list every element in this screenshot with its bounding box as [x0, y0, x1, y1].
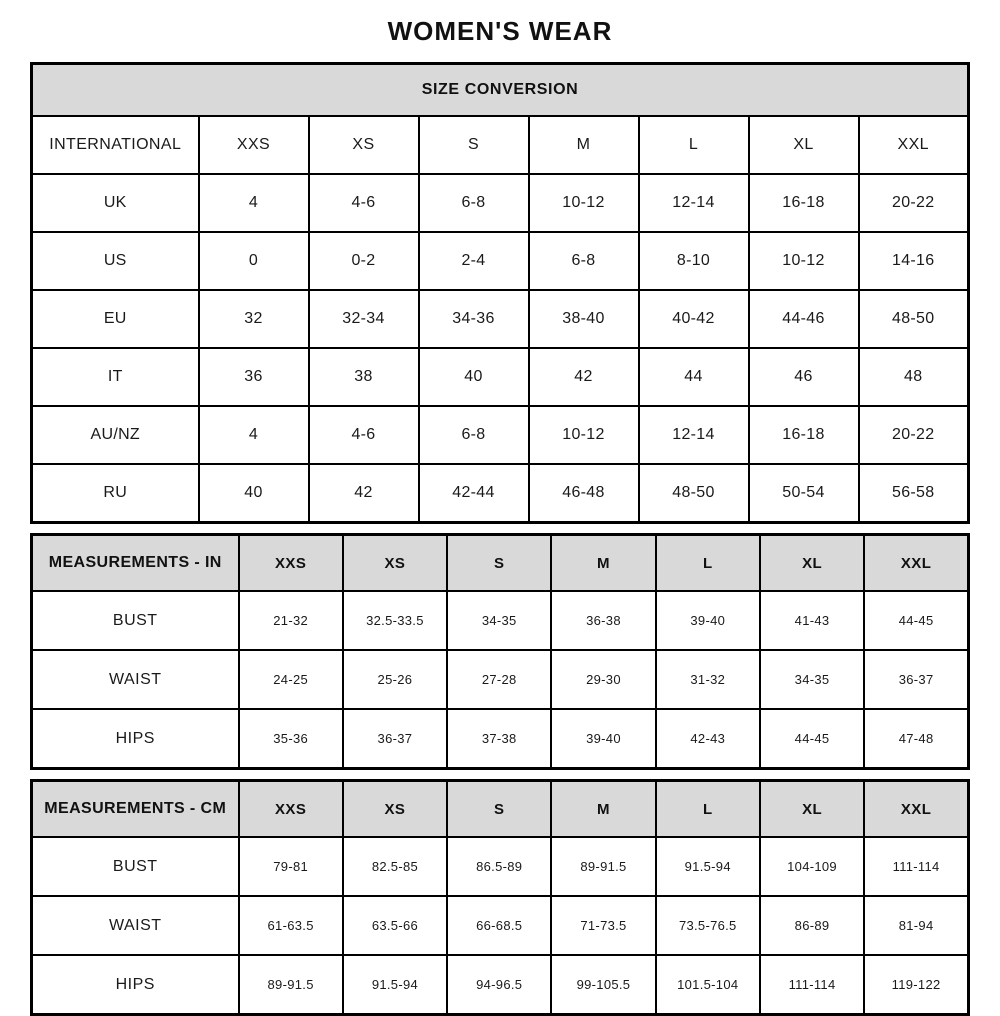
size-cell: 56-58	[859, 464, 969, 523]
table-row-bust-cm	[32, 837, 969, 896]
measure-cell: 44-45	[760, 709, 864, 769]
col-header-l: L	[656, 781, 760, 838]
size-cell: 40-42	[639, 290, 749, 348]
col-header-l: L	[639, 116, 749, 174]
measure-cell: 37-38	[447, 709, 551, 769]
size-cell: 42	[309, 464, 419, 523]
col-header-international: INTERNATIONAL	[32, 116, 199, 174]
measure-cell: 66-68.5	[447, 896, 551, 955]
col-header-xxs: XXS	[239, 535, 343, 592]
measure-cell: 104-109	[760, 837, 864, 896]
measure-cell: 24-25	[239, 650, 343, 709]
size-cell: 40	[419, 348, 529, 406]
measure-cell: 35-36	[239, 709, 343, 769]
measure-cell: 39-40	[551, 709, 655, 769]
measure-cell: 36-37	[343, 709, 447, 769]
row-label: BUST	[32, 837, 239, 896]
size-cell: 44	[639, 348, 749, 406]
size-cell: 44-46	[749, 290, 859, 348]
row-label: RU	[32, 464, 199, 523]
size-cell: 32	[199, 290, 309, 348]
col-header-s: S	[447, 535, 551, 592]
page-title: WOMEN'S WEAR	[387, 16, 613, 46]
size-cell: 48-50	[859, 290, 969, 348]
measure-cell: 36-38	[551, 591, 655, 650]
size-cell: 12-14	[639, 174, 749, 232]
col-header-xl: XL	[749, 116, 859, 174]
measure-cell: 111-114	[760, 955, 864, 1015]
measure-cell: 101.5-104	[656, 955, 760, 1015]
measure-cell: 71-73.5	[551, 896, 655, 955]
size-cell: 40	[199, 464, 309, 523]
col-header-xs: XS	[343, 781, 447, 838]
col-header-xs: XS	[309, 116, 419, 174]
measure-cell: 99-105.5	[551, 955, 655, 1015]
table-row-waist-cm	[32, 896, 969, 955]
measure-cell: 34-35	[447, 591, 551, 650]
col-header-s: S	[447, 781, 551, 838]
row-label: EU	[32, 290, 199, 348]
table-row-waist-in	[32, 650, 969, 709]
row-label: AU/NZ	[32, 406, 199, 464]
size-cell: 0	[199, 232, 309, 290]
size-cell: 10-12	[529, 406, 639, 464]
row-label: US	[32, 232, 199, 290]
measurements-cm-table	[30, 779, 970, 1016]
size-cell: 48-50	[639, 464, 749, 523]
measure-cell: 39-40	[656, 591, 760, 650]
col-header-xl: XL	[760, 535, 864, 592]
row-label: UK	[32, 174, 199, 232]
size-cell: 2-4	[419, 232, 529, 290]
table-row-hips-in	[32, 709, 969, 769]
size-cell: 0-2	[309, 232, 419, 290]
size-cell: 42-44	[419, 464, 529, 523]
table-row	[32, 64, 969, 117]
col-header-xl: XL	[760, 781, 864, 838]
size-conversion-band: SIZE CONVERSION	[32, 64, 969, 117]
col-header-xxs: XXS	[239, 781, 343, 838]
size-cell: 20-22	[859, 406, 969, 464]
size-cell: 38-40	[529, 290, 639, 348]
measurements-in-header: MEASUREMENTS - IN	[32, 535, 239, 592]
size-cell: 16-18	[749, 174, 859, 232]
size-cell: 34-36	[419, 290, 529, 348]
measure-cell: 29-30	[551, 650, 655, 709]
size-cell: 12-14	[639, 406, 749, 464]
table-row-eu	[32, 290, 969, 348]
measure-cell: 111-114	[864, 837, 968, 896]
table-row	[32, 535, 969, 592]
size-cell: 10-12	[749, 232, 859, 290]
size-cell: 20-22	[859, 174, 969, 232]
size-cell: 46	[749, 348, 859, 406]
size-cell: 8-10	[639, 232, 749, 290]
table-row-us	[32, 232, 969, 290]
row-label: IT	[32, 348, 199, 406]
col-header-l: L	[656, 535, 760, 592]
measure-cell: 86.5-89	[447, 837, 551, 896]
col-header-m: M	[551, 781, 655, 838]
size-cell: 4-6	[309, 174, 419, 232]
table-row-ru	[32, 464, 969, 523]
measure-cell: 42-43	[656, 709, 760, 769]
size-conversion-table	[30, 62, 970, 524]
measure-cell: 41-43	[760, 591, 864, 650]
measure-cell: 44-45	[864, 591, 968, 650]
table-row-hips-cm	[32, 955, 969, 1015]
size-cell: 4-6	[309, 406, 419, 464]
size-cell: 42	[529, 348, 639, 406]
size-cell: 10-12	[529, 174, 639, 232]
measure-cell: 32.5-33.5	[343, 591, 447, 650]
size-cell: 4	[199, 406, 309, 464]
measure-cell: 61-63.5	[239, 896, 343, 955]
table-row-aunz	[32, 406, 969, 464]
measure-cell: 63.5-66	[343, 896, 447, 955]
measure-cell: 25-26	[343, 650, 447, 709]
size-cell: 6-8	[529, 232, 639, 290]
measure-cell: 79-81	[239, 837, 343, 896]
row-label: HIPS	[32, 955, 239, 1015]
table-row-uk	[32, 174, 969, 232]
col-header-xxl: XXL	[864, 781, 968, 838]
measure-cell: 89-91.5	[551, 837, 655, 896]
row-label: WAIST	[32, 896, 239, 955]
measure-cell: 21-32	[239, 591, 343, 650]
col-header-xxl: XXL	[864, 535, 968, 592]
col-header-m: M	[529, 116, 639, 174]
size-cell: 16-18	[749, 406, 859, 464]
size-cell: 36	[199, 348, 309, 406]
size-cell: 48	[859, 348, 969, 406]
row-label: HIPS	[32, 709, 239, 769]
measure-cell: 82.5-85	[343, 837, 447, 896]
table-row	[32, 116, 969, 174]
measure-cell: 27-28	[447, 650, 551, 709]
col-header-xxl: XXL	[859, 116, 969, 174]
measurements-in-table	[30, 533, 970, 770]
col-header-s: S	[419, 116, 529, 174]
table-row-bust-in	[32, 591, 969, 650]
measure-cell: 47-48	[864, 709, 968, 769]
row-label: BUST	[32, 591, 239, 650]
col-header-m: M	[551, 535, 655, 592]
size-cell: 50-54	[749, 464, 859, 523]
col-header-xs: XS	[343, 535, 447, 592]
row-label: WAIST	[32, 650, 239, 709]
measure-cell: 89-91.5	[239, 955, 343, 1015]
measure-cell: 119-122	[864, 955, 968, 1015]
size-cell: 6-8	[419, 174, 529, 232]
size-cell: 14-16	[859, 232, 969, 290]
table-row	[32, 781, 969, 838]
size-cell: 38	[309, 348, 419, 406]
measure-cell: 91.5-94	[343, 955, 447, 1015]
measure-cell: 36-37	[864, 650, 968, 709]
measure-cell: 31-32	[656, 650, 760, 709]
table-row-it	[32, 348, 969, 406]
measurements-cm-header: MEASUREMENTS - CM	[32, 781, 239, 838]
measure-cell: 94-96.5	[447, 955, 551, 1015]
measure-cell: 86-89	[760, 896, 864, 955]
measure-cell: 34-35	[760, 650, 864, 709]
size-cell: 4	[199, 174, 309, 232]
col-header-xxs: XXS	[199, 116, 309, 174]
measure-cell: 81-94	[864, 896, 968, 955]
size-cell: 6-8	[419, 406, 529, 464]
size-cell: 46-48	[529, 464, 639, 523]
measure-cell: 91.5-94	[656, 837, 760, 896]
measure-cell: 73.5-76.5	[656, 896, 760, 955]
size-cell: 32-34	[309, 290, 419, 348]
